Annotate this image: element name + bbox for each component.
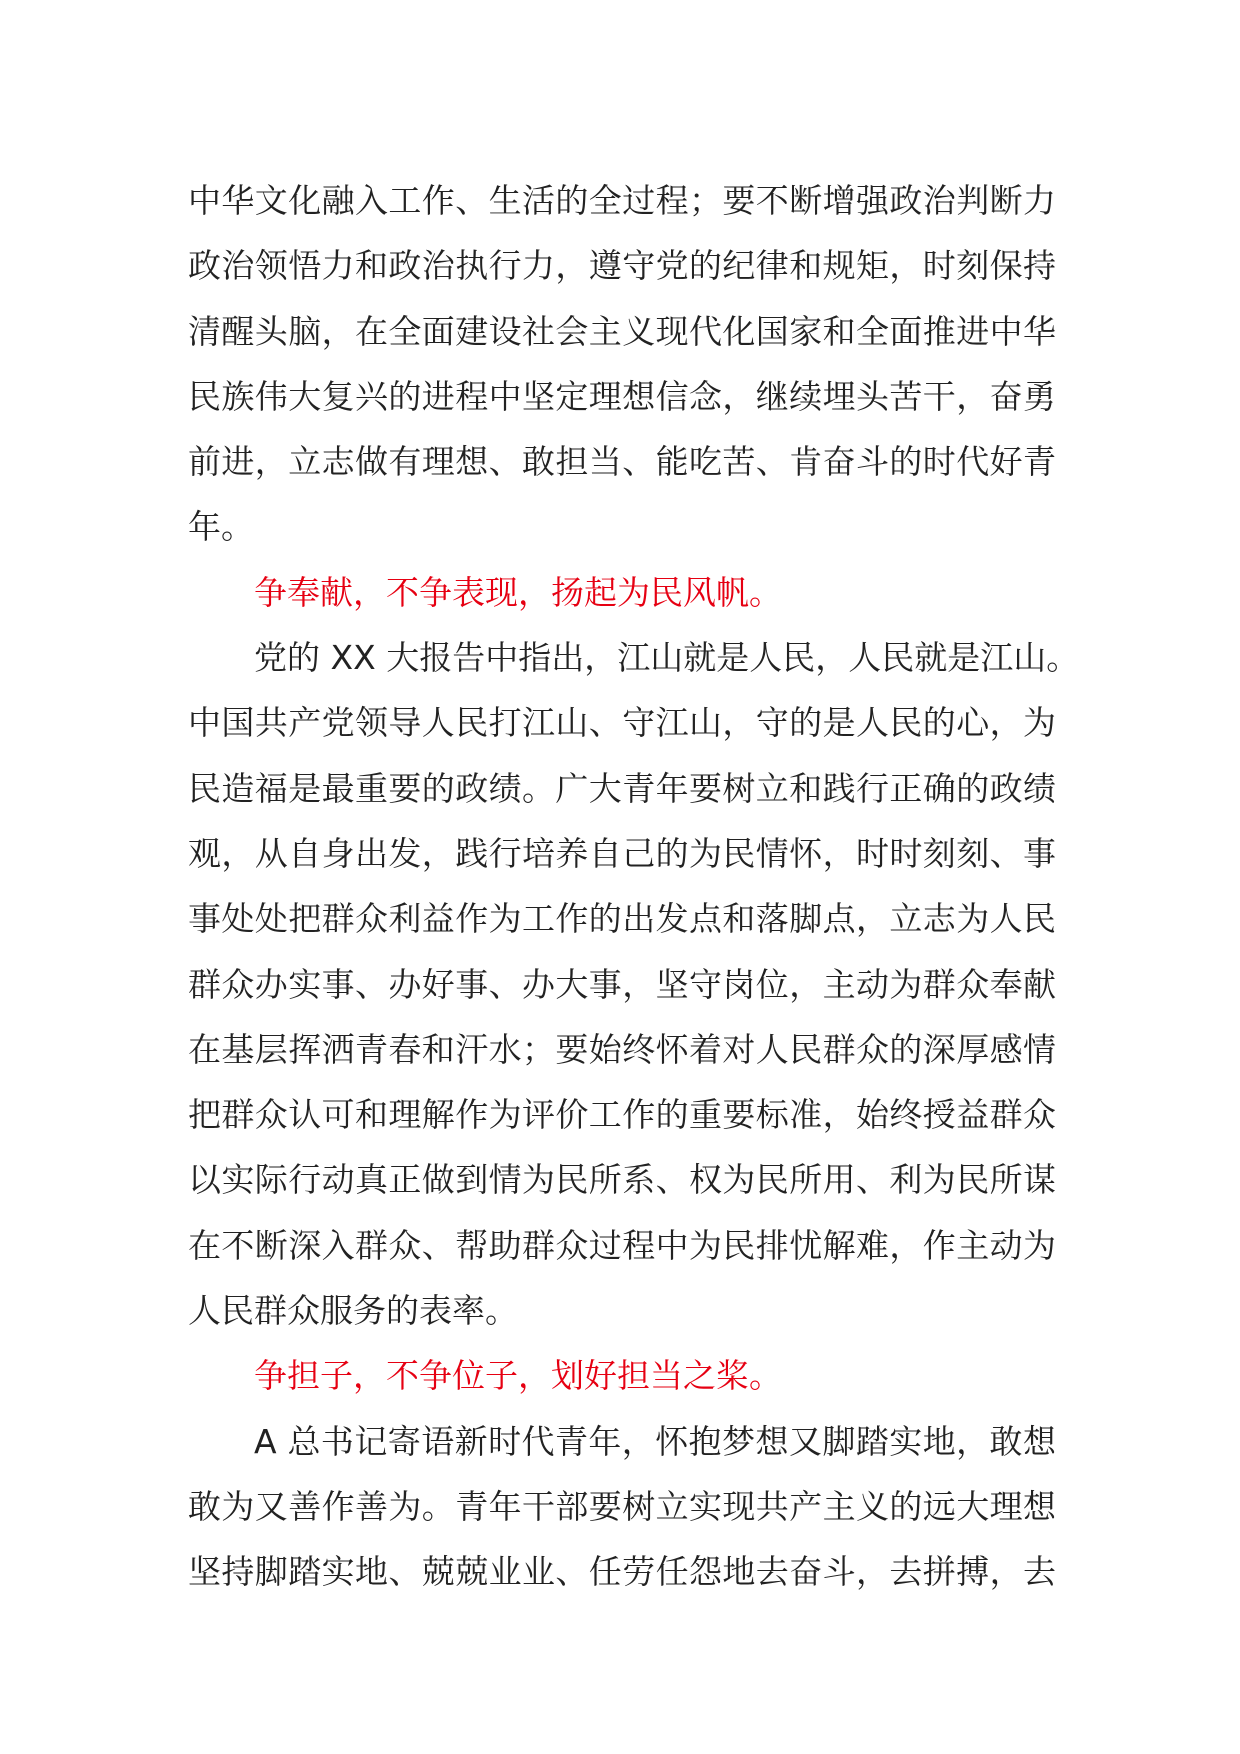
- paragraph-3: [188, 1409, 1056, 1605]
- text-line: 年。: [188, 507, 254, 547]
- text-line: 中国共产党领导人民打江山、守江山，守的是人民的心，为: [188, 703, 1056, 743]
- text-line: 观，从自身出发，践行培养自己的为民情怀，时时刻刻、事: [188, 833, 1056, 873]
- heading-text: 争奉献，不争表现，扬起为民风帆。: [254, 572, 782, 612]
- text-line: 坚持脚踏实地、兢兢业业、任劳任怨地去奋斗，去拼搏，去: [188, 1552, 1056, 1592]
- paragraph-1: [188, 168, 1056, 560]
- text-line: 清醒头脑，在全面建设社会主义现代化国家和全面推进中华: [188, 311, 1056, 351]
- text-line: 民族伟大复兴的进程中坚定理想信念，继续埋头苦干，奋勇: [188, 376, 1056, 416]
- text-line: 民造福是最重要的政绩。广大青年要树立和践行正确的政绩: [188, 768, 1056, 808]
- text-line: 群众办实事、办好事、办大事，坚守岗位，主动为群众奉献: [188, 964, 1056, 1004]
- paragraph-2: [188, 625, 1080, 1343]
- text-line: A 总书记寄语新时代青年，怀抱梦想又脚踏实地，敢想: [254, 1421, 1056, 1461]
- text-line: 在基层挥洒青春和汗水；要始终怀着对人民群众的深厚感情: [188, 1029, 1056, 1069]
- text-line: 以实际行动真正做到情为民所系、权为民所用、利为民所谋: [188, 1160, 1056, 1200]
- section-heading-1: [188, 560, 1056, 625]
- document-body: [188, 168, 1080, 1605]
- section-heading-2: [188, 1343, 1056, 1408]
- text-line: 前进，立志做有理想、敢担当、能吃苦、肯奋斗的时代好青: [188, 442, 1056, 482]
- text-line: 敢为又善作善为。青年干部要树立实现共产主义的远大理想: [188, 1486, 1056, 1526]
- text-line: 中华文化融入工作、生活的全过程；要不断增强政治判断力: [188, 181, 1056, 220]
- text-line: 党的 XX 大报告中指出，江山就是人民，人民就是江山。: [254, 638, 1080, 678]
- text-line: 把群众认可和理解作为评价工作的重要标准，始终授益群众: [188, 1095, 1056, 1135]
- text-line: 事处处把群众利益作为工作的出发点和落脚点，立志为人民: [188, 899, 1056, 939]
- text-line: 人民群众服务的表率。: [188, 1291, 518, 1331]
- text-line: 在不断深入群众、帮助群众过程中为民排忧解难，作主动为: [188, 1225, 1056, 1265]
- text-line: 政治领悟力和政治执行力，遵守党的纪律和规矩，时刻保持: [188, 246, 1056, 286]
- heading-text: 争担子，不争位子，划好担当之桨。: [254, 1356, 782, 1396]
